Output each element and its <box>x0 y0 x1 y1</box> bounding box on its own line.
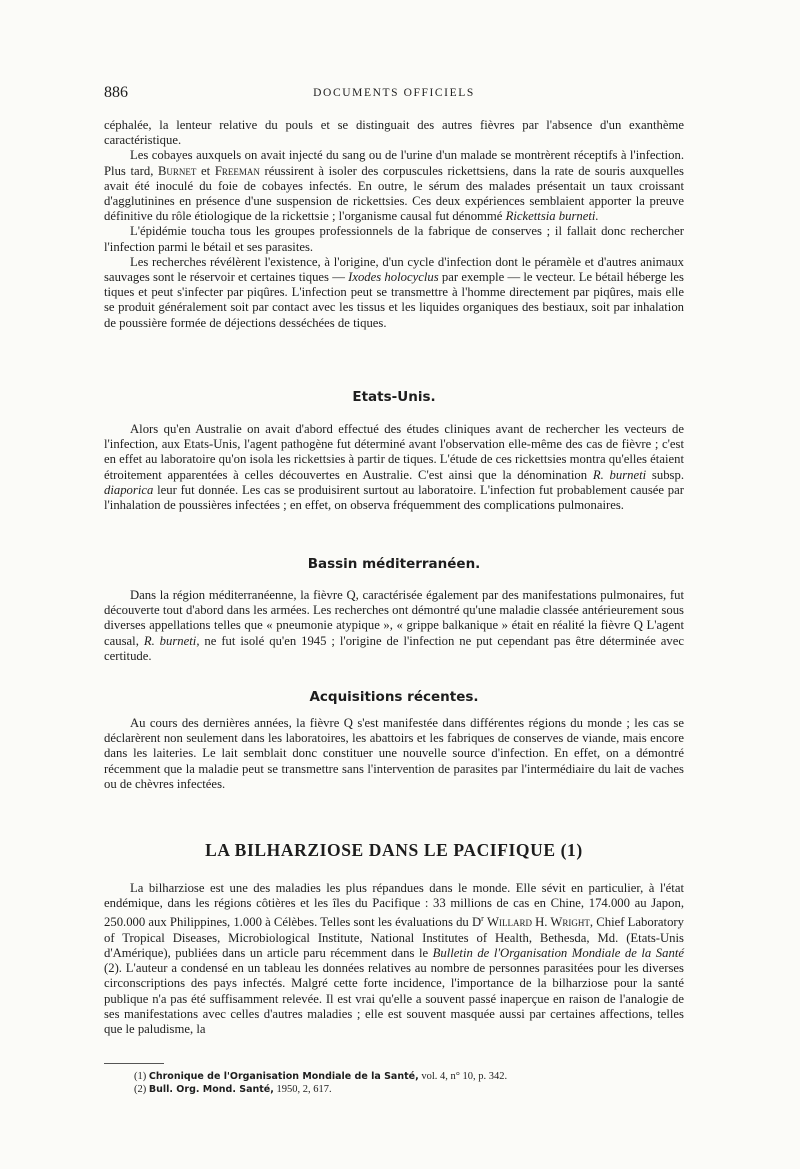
paragraph: Dans la région méditerranéenne, la fièvre Q, caractérisée également par des manifestations pulmonaires, fut découverte tout d'abord dans les armées. Les recherches ont démontré qu'une maladie classée antérieurement sous diverses appellations telles que « pneumonie atypique », « grippe balkanique » était en réalité la fièvre Q L'agent causal, R. burneti, ne fut isolé qu'en 1945 ; l'origine de l'infection ne put cependant pas être déterminée avec certitude. <box>104 588 685 663</box>
journal-name: Bulletin de l'Organisation Mondiale de la Santé <box>432 946 684 961</box>
page-header <box>104 84 684 104</box>
section-heading: Etats-Unis. <box>352 389 436 405</box>
running-head: DOCUMENTS OFFICIELS <box>313 87 475 99</box>
footnote-2: (2) Bull. Org. Mond. Santé, 1950, 2, 617. <box>134 1084 332 1095</box>
paragraph: Alors qu'en Australie on avait d'abord effectué des études cliniques avant de rechercher les vecteurs de l'infection, aux Etats-Unis, l'agent pathogène fut déterminé avant l'observation elle-même des cas de fièvre ; c'est en effet au laboratoire qu'on isola les rickettsies à partir de tiques. L'étude de ces rickettsies montra qu'elles étaient étroitement apparentées à celles découvertes en Australie. C'est ainsi que la dénomination R. burneti subsp. diaporica leur fut donnée. Les cas se produisirent surtout au laboratoire. L'infection fut probablement causée par l'inhalation de poussières infectées ; en effet, on observa fréquemment des complications pulmonaires. <box>104 422 684 513</box>
species-name: Ixodes holocyclus <box>348 270 439 285</box>
author-name: Burnet <box>157 163 197 178</box>
footnote-divider <box>104 1063 164 1064</box>
article-title: LA BILHARZIOSE DANS LE PACIFIQUE (1) <box>205 840 583 860</box>
footnotes <box>134 1070 684 1096</box>
author-name: Willard H. Wright <box>486 915 590 930</box>
author-name: Freeman <box>214 163 260 178</box>
intro-section <box>104 118 684 331</box>
section-heading: Acquisitions récentes. <box>309 689 479 705</box>
paragraph: céphalée, la lenteur relative du pouls et se distinguait des autres fièvres par l'absence d'un exanthème caractéristique. <box>104 118 684 148</box>
section-acquisitions-recentes <box>104 689 684 792</box>
section-etats-unis <box>104 389 684 513</box>
paragraph: Les cobayes auxquels on avait injecté du sang ou de l'urine d'un malade se montrèrent réceptifs à l'infection. Plus tard, Burnet et Freeman réussirent à isoler des corpuscules rickettsiens, dans la rate de souris auxquelles avait été inoculé du foie de cobayes infectés. En outre, le sérum des malades présentait un taux croissant d'agglutinines en présence d'une suspension de rickettsies. Ces deux expériences semblaient apporter la preuve définitive du rôle étiologique de la rickettsie ; l'organisme causal fut dénommé Rickettsia burneti. <box>104 148 684 224</box>
section-heading: Bassin méditerranéen. <box>307 556 481 572</box>
page-number: 886 <box>104 84 128 101</box>
footnote-1: (1) Chronique de l'Organisation Mondiale de la Santé, vol. 4, n° 10, p. 342. <box>134 1071 508 1082</box>
species-name: Rickettsia burneti. <box>505 209 599 224</box>
paragraph: Les recherches révélèrent l'existence, à l'origine, d'un cycle d'infection dont le péramèle et d'autres animaux sauvages sont le réservoir et certaines tiques — Ixodes holocyclus par exemple — le vecteur. Le bétail héberge les tiques et peut s'infecter par piqûres. L'infection peut se transmettre à l'homme directement par piqûres, mais elle se produit généralement soit par contact avec les tissus et les liquides organiques des bestiaux, soit par inhalation de poussière formée de déjections desséchées de tiques. <box>104 254 684 330</box>
paragraph: La bilharziose est une des maladies les plus répandues dans le monde. Elle sévit en particulier, à l'état endémique, dans les régions côtières et les îles du Pacifique : 33 millions de cas en Chine, 174.000 au Japon, 250.000 aux Philippines, 1.000 à Célèbes. Telles sont les évaluations du $D^r$ Willard H. Wright, Chief Laboratory of Tropical Diseases, Microbiological Institute, National Institutes of Health, Bethesda, Md. (Etats-Unis d'Amérique), publiées dans un article paru récemment dans le Bulletin de l'Organisation Mondiale de la Santé (2). L'auteur a condensé en un tableau les données relatives au nombre de personnes parasitées pour les diverses circonscriptions des pays infectés. Malgré cette forte incidence, l'importance de la bilharziose pour la santé publique n'a pas été suffisamment relevée. Il est vrai qu'elle a souvent passé inaperçue en raison de l'analogie de ses manifestations avec celles d'autres maladies ; elle est souvent masquée aussi par certaines affections, telles que le paludisme, la <box>104 881 684 1037</box>
section-bilharziose <box>104 840 684 1037</box>
paragraph: Au cours des dernières années, la fièvre Q s'est manifestée dans différentes régions du monde ; les cas se déclarèrent non seulement dans les laboratoires, les abattoirs et les fabriques de conserves de viande, mais encore dans les laiteries. Le lait semblait donc constituer une nouvelle source d'infection. En effet, on a démontré récemment que la maladie peut se transmettre sans l'intervention de parasites par l'intermédiaire du lait de vaches ou de chèvres infectées. <box>104 716 684 791</box>
section-bassin-mediterraneen <box>104 556 684 664</box>
paragraph: L'épidémie toucha tous les groupes professionnels de la fabrique de conserves ; il fallait donc rechercher l'infection parmi le bétail et ses parasites. <box>104 224 684 254</box>
